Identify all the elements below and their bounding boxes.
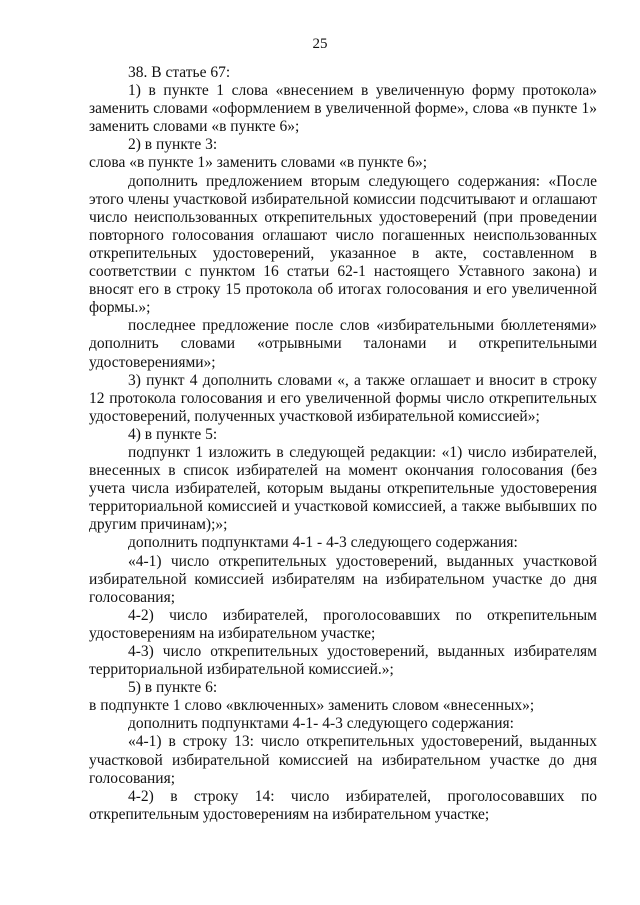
paragraph: 4) в пункте 5: xyxy=(128,425,218,443)
paragraph: дополнить предложением вторым следующего содержания: «После этого члены участковой избирательной комиссии подсчитывают и оглашают число неиспользованных открепительных удостоверений (при проведении повторного голосования оглашают число погашенных неиспользованных открепительных удостоверений, указанное в акте, составленном в соответствии с пунктом 16 статьи 62-1 настоящего Уставного закона) и вносят его в строку 15 протокола об итогах голосования и его увеличенной формы.»; xyxy=(89,172,597,317)
paragraph: 38. В статье 67: xyxy=(128,64,231,81)
paragraph: 2) в пункте 3: xyxy=(128,136,218,154)
paragraph: 5) в пункте 6: xyxy=(128,679,218,697)
paragraph: 4-3) число открепительных удостоверений, выданных избирателям территориальной избирательной комиссией.»; xyxy=(89,643,597,679)
paragraph: 4-2) число избирателей, проголосовавших по открепительным удостоверениям на избирательном участке; xyxy=(89,606,597,642)
paragraph: дополнить подпунктами 4-1- 4-3 следующего содержания: xyxy=(128,715,514,733)
paragraph: 3) пункт 4 дополнить словами «, а также оглашает и вносит в строку 12 протокола голосования и его увеличенной формы число открепительных удостоверений, полученных участковой избирательной комиссией»; xyxy=(89,371,597,425)
document-body xyxy=(89,64,597,824)
paragraph: слова «в пункте 1» заменить словами «в пункте 6»; xyxy=(89,154,428,172)
paragraph: подпункт 1 изложить в следующей редакции: «1) число избирателей, внесенных в список избирателей на момент окончания голосования (без учета числа избирателей, которым выданы открепительные удостоверения территориальной комиссией и участковой комиссией, а также выбывших по другим причинам);»; xyxy=(89,443,597,534)
paragraph: 4-2) в строку 14: число избирателей, проголосовавших по открепительным удостоверениям на избирательном участке; xyxy=(89,787,597,823)
page-number: 25 xyxy=(312,36,328,52)
paragraph: дополнить подпунктами 4-1 - 4-3 следующего содержания: xyxy=(128,534,518,552)
paragraph: «4-1) в строку 13: число открепительных удостоверений, выданных участковой избирательной комиссией на избирательном участке до дня голосования; xyxy=(89,733,597,787)
paragraph: в подпункте 1 слово «включенных» заменить словом «внесенных»; xyxy=(89,697,535,715)
paragraph: последнее предложение после слов «избирательными бюллетенями» дополнить словами «отрывными талонами и открепительными удостоверениями»; xyxy=(89,317,597,371)
paragraph: «4-1) число открепительных удостоверений, выданных участковой избирательной комиссией избирателям на избирательном участке до дня голосования; xyxy=(89,552,597,606)
paragraph: 1) в пункте 1 слова «внесением в увеличенную форму протокола» заменить словами «оформлением в увеличенной форме», слова «в пункте 1» заменить словами «в пункте 6»; xyxy=(89,82,597,136)
